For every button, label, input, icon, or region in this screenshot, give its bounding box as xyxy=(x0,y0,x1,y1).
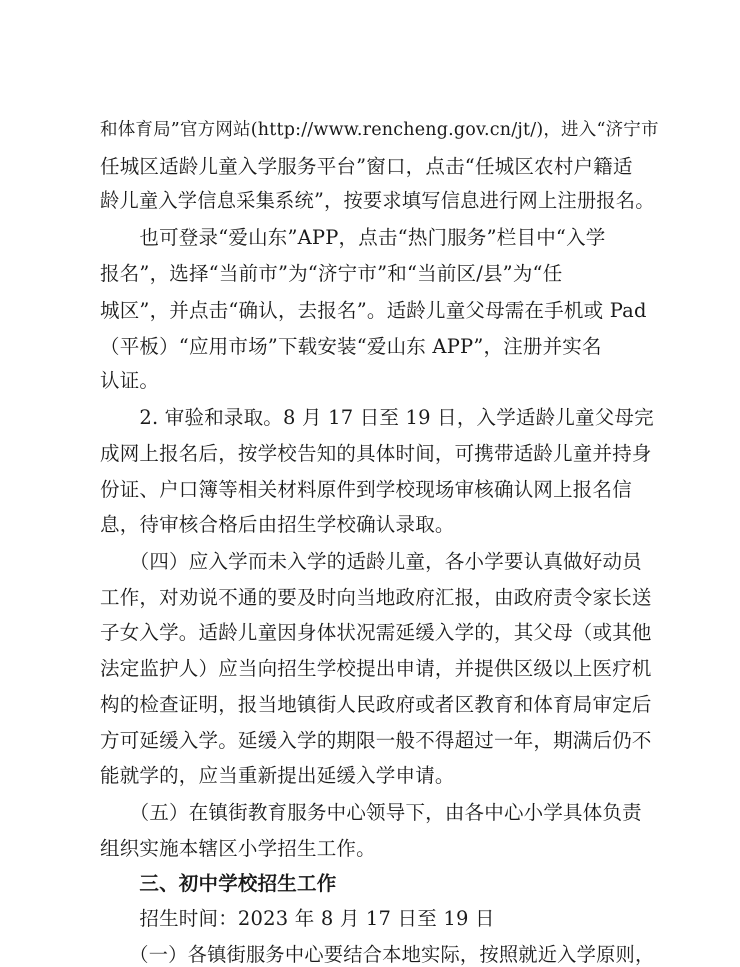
text-line: 构的检查证明，报当地镇街人民政府或者区教育和体育局审定后 xyxy=(100,693,652,716)
section-heading: 三、初中学校招生工作 xyxy=(100,872,337,895)
text-line: （五）在镇街教育服务中心领导下，由各中心小学具体负责 xyxy=(100,801,642,824)
text-line: 成网上报名后，按学校告知的具体时间，可携带适龄儿童并持身 xyxy=(100,442,652,465)
text-line: 子女入学。适龄儿童因身体状况需延缓入学的，其父母（或其他 xyxy=(100,621,652,644)
text-line: 工作，对劝说不通的要及时向当地政府汇报，由政府责令家长送 xyxy=(100,586,652,609)
text-line: 2. 审验和录取。8 月 17 日至 19 日，入学适龄儿童父母完 xyxy=(100,406,654,429)
text-line: 份证、户口簿等相关材料原件到学校现场审核确认网上报名信 xyxy=(100,478,632,501)
text-line: 能就学的，应当重新提出延缓入学申请。 xyxy=(100,764,455,787)
text-line: （一）各镇街服务中心要结合本地实际，按照就近入学原则， xyxy=(100,943,655,966)
text-line: 息，待审核合格后由招生学校确认录取。 xyxy=(100,513,455,536)
text-line: 认证。 xyxy=(100,369,160,392)
text-line: 组织实施本辖区小学招生工作。 xyxy=(100,837,376,860)
text-line: （四）应入学而未入学的适龄儿童，各小学要认真做好动员 xyxy=(100,550,642,573)
text-line: 报名”，选择“当前市”为“济宁市”和“当前区/县”为“任 xyxy=(100,262,563,285)
text-line: 招生时间：2023 年 8 月 17 日至 19 日 xyxy=(100,907,495,930)
text-line: （平板）“应用市场”下载安装“爱山东 APP”，注册并实名 xyxy=(100,335,602,358)
text-line: 龄儿童入学信息采集系统”，按要求填写信息进行网上注册报名。 xyxy=(100,189,655,212)
text-line: 和体育局”官方网站(http://www.rencheng.gov.cn/jt/)，进入“济宁市 xyxy=(100,120,659,140)
text-line: 任城区适龄儿童入学服务平台”窗口，点击“任城区农村户籍适 xyxy=(100,155,633,178)
text-line: 城区”，并点击“确认，去报名”。适龄儿童父母需在手机或 Pad xyxy=(100,299,647,322)
text-line: 法定监护人）应当向招生学校提出申请，并提供区级以上医疗机 xyxy=(100,657,652,680)
text-line: 方可延缓入学。延缓入学的期限一般不得超过一年，期满后仍不 xyxy=(100,729,652,752)
text-line: 也可登录“爱山东”APP，点击“热门服务”栏目中“入学 xyxy=(100,226,606,249)
